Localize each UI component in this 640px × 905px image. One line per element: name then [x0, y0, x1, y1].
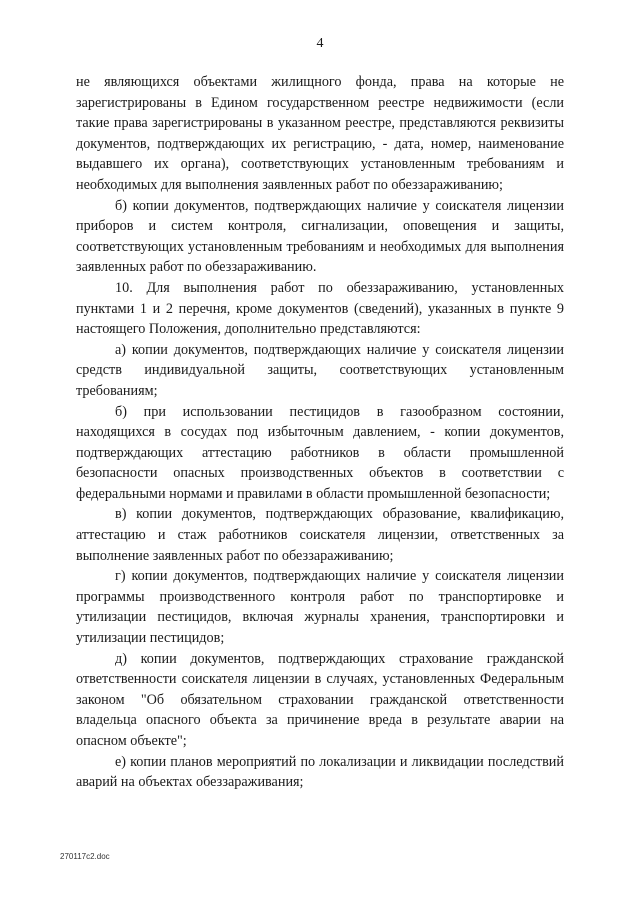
paragraph-item-d: д) копии документов, подтверждающих страхование гражданской ответственности соискателя лицензии в случаях, установленных Федеральным законом "Об обязательном страховании гражданской ответственности владельца опасного объекта за причинение вреда в результате аварии на опасном объекте"; — [76, 650, 564, 749]
document-body — [76, 72, 564, 793]
paragraph-item-g: г) копии документов, подтверждающих наличие у соискателя лицензии программы производственного контроля работ по транспортировке и утилизации пестицидов, включая журналы хранения, транспортировки и утилизации пестицидов; — [76, 568, 564, 647]
paragraph-item-v: в) копии документов, подтверждающих образование, квалификацию, аттестацию и стаж работников соискателя лицензии, ответственных за выполнение заявленных работ по обеззараживанию; — [76, 506, 564, 564]
paragraph-point-10: 10. Для выполнения работ по обеззараживанию, установленных пунктами 1 и 2 перечня, кроме документов (сведений), указанных в пункте 9 настоящего Положения, дополнительно представляются: — [76, 279, 564, 338]
page-number: 4 — [316, 36, 324, 51]
paragraph-item-b: б) копии документов, подтверждающих наличие у соискателя лицензии приборов и систем контроля, сигнализации, оповещения и защиты, соответствующих установленным требованиям и необходимых для выполнения заявленных работ по обеззараживанию. — [76, 197, 564, 276]
paragraph-continuation: не являющихся объектами жилищного фонда, права на которые не зарегистрированы в Едином государственном реестре недвижимости (если такие права зарегистрированы в указанном реестре, представляются реквизиты документов, подтверждающих их регистрацию, - дата, номер, наименование выдавшего их органа), соответствующих установленным требованиям и необходимых для выполнения заявленных работ по обеззараживанию; — [76, 74, 564, 193]
paragraph-item-e: е) копии планов мероприятий по локализации и ликвидации последствий аварий на объектах обеззараживания; — [76, 753, 564, 791]
paragraph-item-b: б) при использовании пестицидов в газообразном состоянии, находящихся в сосудах под избыточным давлением, - копии документов, подтверждающих аттестацию работников в области промышленной безопасности опасных производственных объектов в соответствии с федеральными нормами и правилами в области промышленной безопасности; — [76, 403, 564, 502]
file-name-footer: 270117c2.doc — [60, 852, 110, 861]
paragraph-item-a: а) копии документов, подтверждающих наличие у соискателя лицензии средств индивидуальной защиты, соответствующих установленным требованиям; — [76, 341, 564, 399]
